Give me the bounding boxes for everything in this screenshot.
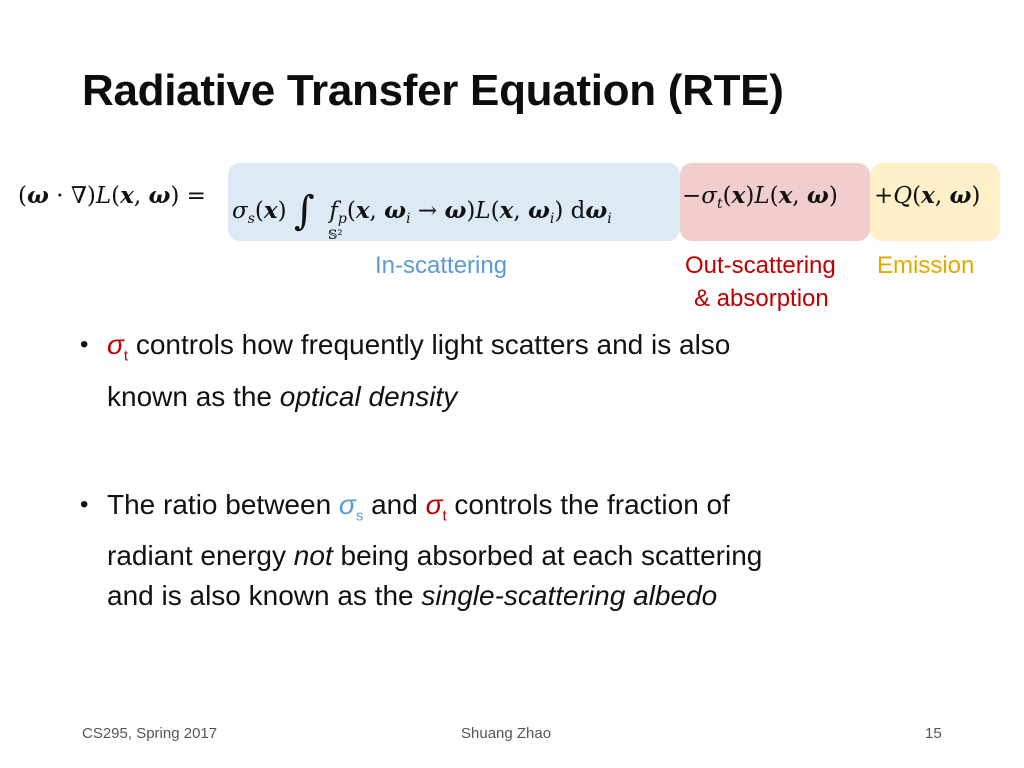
out-scattering-label: Out-scattering: [685, 252, 836, 279]
footer-author: Shuang Zhao: [461, 725, 552, 742]
emission-label: Emission: [877, 252, 975, 279]
absorption-label: & absorption: [694, 285, 829, 312]
footer-page-number: 15: [925, 725, 942, 742]
bullet-optical-density: • $\sigma_t$ controls how frequently light scatters and is also known as the optical density: [80, 325, 960, 417]
equation-lhs: (ω · ∇)L(x, ω) =: [18, 182, 206, 209]
sigma-s-symbol: $\sigma_s$: [338, 488, 364, 525]
sigma-t-symbol: $\sigma_t$: [107, 329, 129, 365]
in-scattering-label: In-scattering: [375, 252, 508, 279]
sigma-t-symbol: $\sigma_t$: [425, 488, 447, 525]
equation-out-scattering-term: $-\sigma_t(x)L(x$, ω): [682, 182, 838, 212]
slide-title: Radiative Transfer Equation (RTE): [82, 66, 784, 115]
equation-in-scattering-term: $\sigma_s(x)$ ∫ 𝕊² $f_p(x$, $\omega_i \to \omega)L(x$, $\omega_i$) $d\omega_i$: [232, 188, 612, 243]
optical-density-term: optical density: [279, 380, 458, 412]
bullet-dot-icon: •: [80, 490, 89, 518]
footer-course: CS295, Spring 2017: [82, 725, 218, 742]
albedo-term: single-scattering albedo: [421, 580, 718, 612]
bullet-albedo: • The ratio between $\sigma_s$ and $\sigma_t$ controls the fraction of radiant energy not being absorbed at each scattering and is also known as the single-scattering albedo: [80, 485, 960, 617]
equation-emission-term: +Q(x, ω): [874, 182, 981, 209]
bullet-dot-icon: •: [80, 331, 89, 358]
bullet-list: [80, 325, 960, 616]
